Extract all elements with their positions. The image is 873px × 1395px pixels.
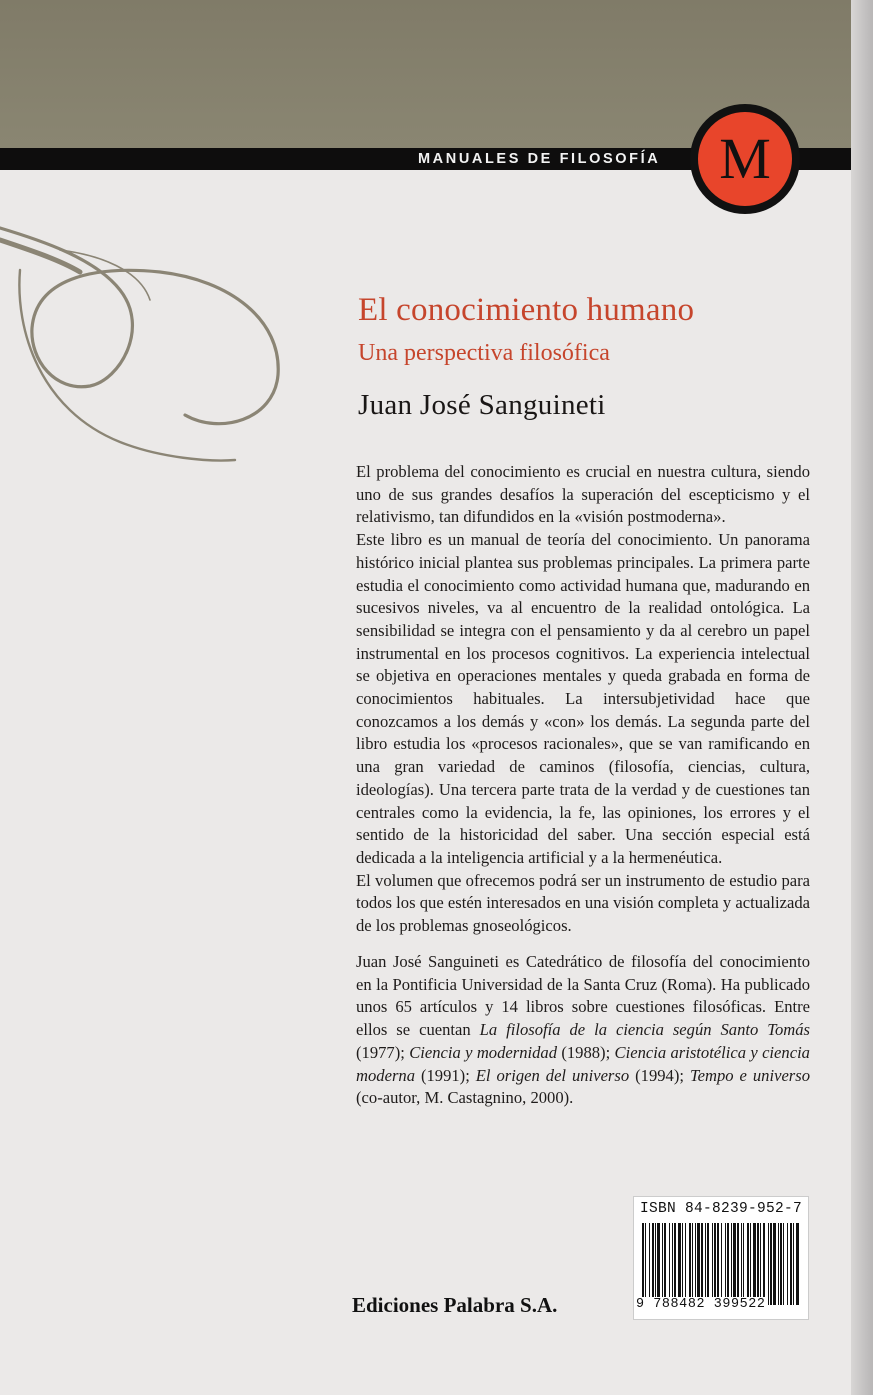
barcode-bar	[717, 1223, 719, 1305]
barcode-bar	[689, 1223, 691, 1305]
barcode-bar	[787, 1223, 788, 1305]
barcode-bar	[733, 1223, 736, 1305]
barcode-bar	[741, 1223, 742, 1305]
logo-letter: M	[719, 126, 771, 191]
barcode-bar	[780, 1223, 782, 1305]
barcode-bar	[662, 1223, 663, 1305]
barcode-bar	[763, 1223, 765, 1305]
barcode-bar	[652, 1223, 654, 1305]
logo-disc	[698, 112, 792, 206]
book-subtitle: Una perspectiva filosófica	[358, 340, 610, 366]
barcode-bar	[770, 1223, 772, 1305]
publisher: Ediciones Palabra S.A.	[352, 1293, 558, 1317]
barcode-bar	[655, 1223, 656, 1305]
barcode-bar	[750, 1223, 751, 1305]
author-bio	[356, 951, 810, 1110]
bio-year: (1991);	[420, 1065, 470, 1085]
barcode-bar	[712, 1223, 713, 1305]
barcode-bar	[796, 1223, 799, 1305]
barcode-bar	[721, 1223, 722, 1305]
barcode-bar	[705, 1223, 706, 1305]
barcode	[640, 1223, 804, 1305]
blurb	[356, 461, 810, 938]
blurb-paragraph: Este libro es un manual de teoría del conocimiento. Un panorama histórico inicial plantea sus problemas principales. La primera parte estudia el conocimiento como actividad humana que, madurando en sucesivos niveles, va al encuentro de la realidad ontológica. La sensibilidad se integra con el pensamiento y da al cerebro un papel instrumental en los procesos cognitivos. La experiencia intelectual se objetiva en operaciones mentales y queda grabada en forma de conocimientos habituales. La intersubjetividad hace que conozcamos a los demás y «con» los demás. La segunda parte del libro estudia los «procesos racionales», que se van ramificando en una gran variedad de caminos (filosofía, ciencias, cultura, ideologías). Una tercera parte trata de la verdad y de cuestiones tan centrales como la evidencia, la fe, las opiniones, los errores y el sentido de la historicidad del saber. Una sección especial está dedicada a la inteligencia artificial y a la hermenéutica.	[356, 530, 810, 867]
barcode-bar	[790, 1223, 792, 1305]
bio-book-title: Tempo e universo	[689, 1065, 811, 1085]
barcode-bar	[714, 1223, 716, 1305]
blurb-paragraph: El problema del conocimiento es crucial en nuestra cultura, siendo uno de sus grandes desafíos la superación del escepticismo y el relativismo, tan difundidos en la «visión postmoderna».	[356, 462, 810, 527]
bio-book-title: Ciencia aristotélica y ciencia moderna	[356, 1042, 810, 1085]
barcode-bar	[682, 1223, 683, 1305]
bio-book-title: La filosofía de la ciencia según Santo Tomás	[479, 1020, 810, 1040]
bio-end: (co-autor, M. Castagnino, 2000).	[356, 1088, 574, 1108]
bio-book-title: El origen del universo	[475, 1065, 630, 1085]
barcode-bar	[757, 1223, 759, 1305]
barcode-bar	[743, 1223, 744, 1305]
barcode-bar	[747, 1223, 749, 1305]
barcode-bar	[692, 1223, 693, 1305]
barcode-bar	[753, 1223, 756, 1305]
barcode-bar	[778, 1223, 779, 1305]
bio-intro: Juan José Sanguineti es Catedrático de filosofía del conocimiento en la Pontificia Universidad de la Santa Cruz (Roma). Ha publicado unos 65 artículos y 14 libros sobre cuestiones filosóficas. Entre ellos se cuentan	[356, 952, 810, 1040]
barcode-bar	[737, 1223, 739, 1305]
barcode-bar	[793, 1223, 794, 1305]
barcode-bar	[768, 1223, 769, 1305]
series-logo	[690, 104, 800, 214]
bio-year: (1994);	[635, 1065, 684, 1085]
spine-edge	[851, 0, 873, 1395]
book-title: El conocimiento humano	[358, 292, 695, 328]
isbn-barcode-box	[633, 1196, 809, 1320]
bio-year: (1977);	[356, 1042, 405, 1062]
barcode-bar	[674, 1223, 676, 1305]
barcode-bar	[731, 1223, 732, 1305]
barcode-number: 9 788482 399522	[636, 1297, 766, 1312]
barcode-bar	[697, 1223, 700, 1305]
book-author: Juan José Sanguineti	[358, 389, 606, 421]
barcode-bar	[701, 1223, 703, 1305]
bio-book-title: Ciencia y modernidad	[409, 1042, 558, 1062]
barcode-bar	[783, 1223, 784, 1305]
barcode-bar	[672, 1223, 673, 1305]
barcode-bar	[725, 1223, 726, 1305]
barcode-bar	[760, 1223, 761, 1305]
barcode-bar	[642, 1223, 644, 1305]
barcode-bar	[669, 1223, 670, 1305]
barcode-bar	[773, 1223, 776, 1305]
barcode-bar	[657, 1223, 660, 1305]
barcode-bar	[664, 1223, 666, 1305]
decorative-swirl	[0, 210, 320, 510]
barcode-bar	[685, 1223, 686, 1305]
barcode-bar	[645, 1223, 646, 1305]
blurb-paragraph: El volumen que ofrecemos podrá ser un instrumento de estudio para todos los que estén interesados en una visión completa y actualizada de los problemas gnoseológicos.	[356, 870, 810, 936]
barcode-bar	[727, 1223, 729, 1305]
bio-year: (1988);	[561, 1042, 611, 1062]
series-name: MANUALES DE FILOSOFÍA	[418, 151, 661, 167]
barcode-bar	[707, 1223, 709, 1305]
barcode-bar	[695, 1223, 696, 1305]
barcode-bar	[678, 1223, 681, 1305]
isbn-label: ISBN 84-8239-952-7	[640, 1201, 803, 1217]
barcode-bar	[649, 1223, 650, 1305]
